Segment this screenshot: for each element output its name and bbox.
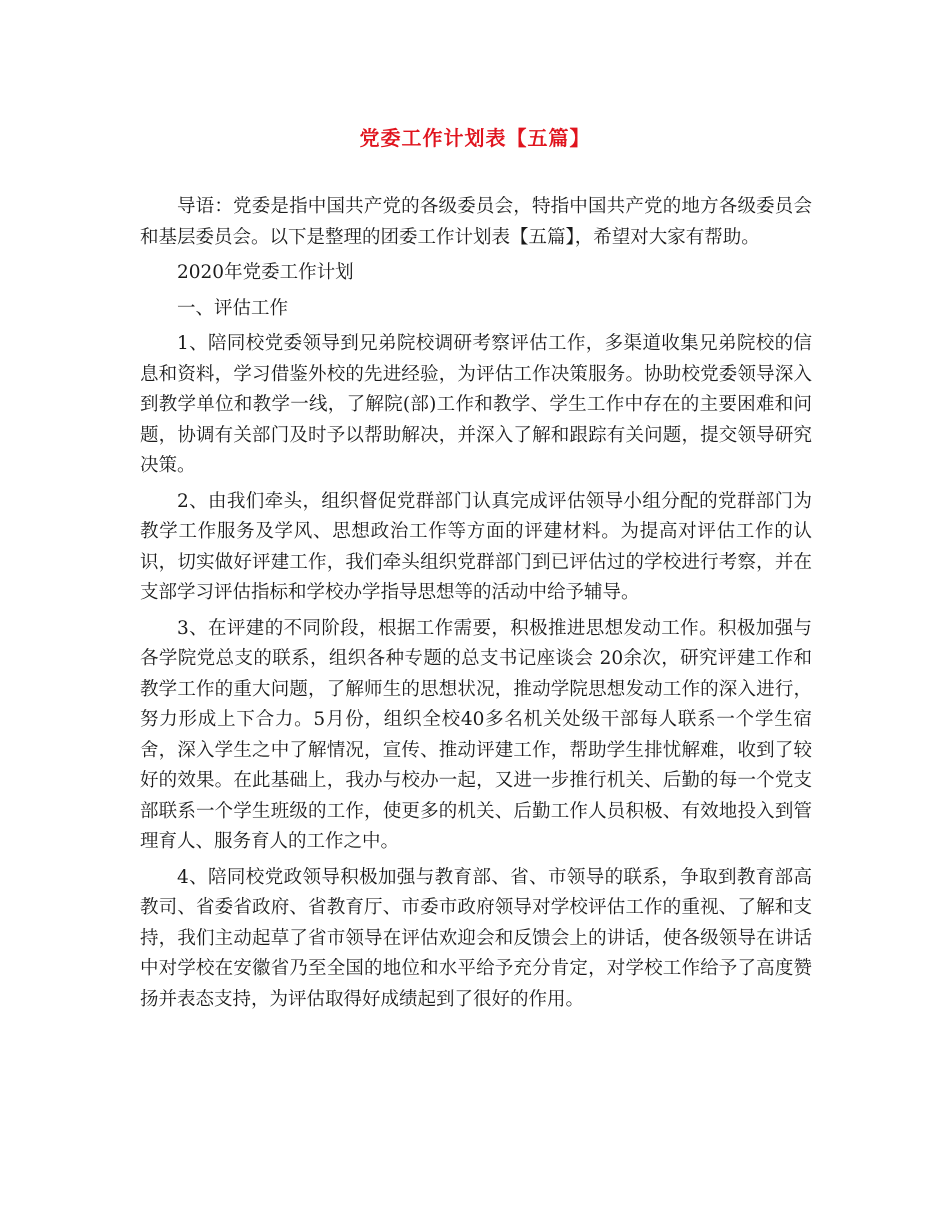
intro-paragraph: 导语：党委是指中国共产党的各级委员会，特指中国共产党的地方各级委员会和基层委员会。以下是整理的团委工作计划表【五篇】，希望对大家有帮助。 bbox=[140, 196, 812, 248]
section-heading: 一、评估工作 bbox=[177, 297, 289, 319]
document-title: 党委工作计划表【五篇】 bbox=[359, 126, 591, 150]
paragraph-item-2: 2、由我们牵头，组织督促党群部门认真完成评估领导小组分配的党群部门为教学工作服务及学风、思想政治工作等方面的评建材料。为提高对评估工作的认识，切实做好评建工作，我们牵头组织党群部门到已评估过的学校进行考察，并在支部学习评估指标和学校办学指导思想等的活动中给予辅导。 bbox=[140, 490, 812, 603]
section-year-heading: 2020年党委工作计划 bbox=[177, 262, 354, 283]
document-body bbox=[140, 192, 812, 1020]
paragraph-item-1: 1、陪同校党委领导到兄弟院校调研考察评估工作，多渠道收集兄弟院校的信息和资料，学习借鉴外校的先进经验，为评估工作决策服务。协助校党委领导深入到教学单位和教学一线，了解院(部)工作和教学、学生工作中存在的主要困难和问题，协调有关部门及时予以帮助解决，并深入了解和跟踪有关问题，提交领导研究决策。 bbox=[140, 333, 812, 476]
paragraph-item-3: 3、在评建的不同阶段，根据工作需要，积极推进思想发动工作。积极加强与各学院党总支的联系，组织各种专题的总支书记座谈会 20余次，研究评建工作和教学工作的重大问题，了解师生的思想状况，推动学院思想发动工作的深入进行，努力形成上下合力。5月份，组织全校40多名机关处级干部每人联系一个学生宿舍，深入学生之中了解情况，宣传、推动评建工作，帮助学生排忧解难，收到了较好的效果。在此基础上，我办与校办一起，又进一步推行机关、后勤的每一个党支部联系一个学生班级的工作，使更多的机关、后勤工作人员积极、有效地投入到管理育人、服务育人的工作之中。 bbox=[140, 617, 812, 852]
paragraph-item-4: 4、陪同校党政领导积极加强与教育部、省、市领导的联系，争取到教育部高教司、省委省政府、省教育厅、市委市政府领导对学校评估工作的重视、了解和支持，我们主动起草了省市领导在评估欢迎会和反馈会上的讲话，使各级领导在讲话中对学校在安徽省乃至全国的地位和水平给予充分肯定，对学校工作给予了高度赞扬并表态支持，为评估取得好成绩起到了很好的作用。 bbox=[140, 866, 812, 1010]
